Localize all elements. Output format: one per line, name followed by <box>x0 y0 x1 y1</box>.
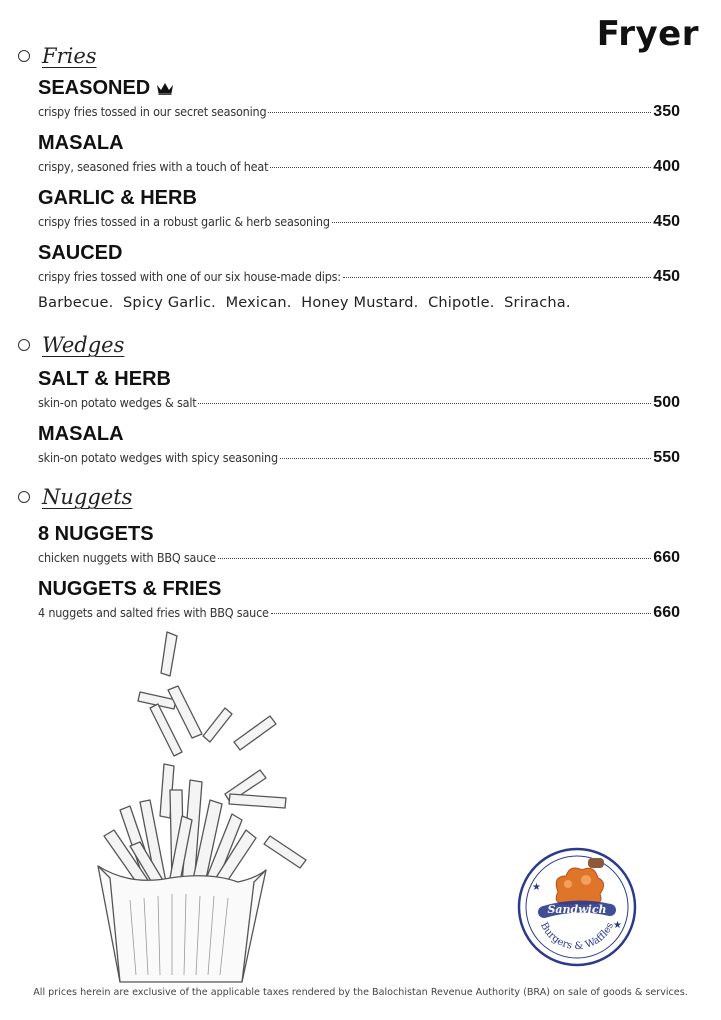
menu-item <box>38 367 680 412</box>
item-description: 4 nuggets and salted fries with BBQ sauce <box>38 605 269 620</box>
menu-item <box>38 241 680 286</box>
dot-leader <box>268 112 651 113</box>
item-description: skin-on potato wedges with spicy seasoning <box>38 450 278 465</box>
item-description: crispy fries tossed in our secret seasoning <box>38 104 267 119</box>
section-header-fries <box>18 44 97 68</box>
crown-icon <box>156 81 174 95</box>
brand-logo <box>516 846 638 968</box>
item-description: crispy fries tossed with one of our six house-made dips: <box>38 269 341 284</box>
section-header-wedges <box>18 333 124 357</box>
logo-tagline: Burgers & Waffles <box>537 920 617 953</box>
item-name: MASALA <box>38 131 124 154</box>
item-price: 450 <box>653 268 680 285</box>
item-price: 350 <box>653 103 680 120</box>
section-header-nuggets <box>18 485 132 509</box>
bullet-icon <box>18 491 30 503</box>
menu-item <box>38 577 680 622</box>
bullet-icon <box>18 50 30 62</box>
dot-leader <box>332 222 652 223</box>
item-price: 550 <box>653 449 680 466</box>
item-name: SEASONED <box>38 76 151 99</box>
star-icon: ★ <box>613 920 622 931</box>
item-description: crispy fries tossed in a robust garlic & herb seasoning <box>38 214 330 229</box>
logo-name: Sandwich <box>547 903 607 916</box>
dot-leader <box>270 167 651 168</box>
fries-illustration <box>70 630 330 990</box>
page-title: Fryer <box>596 14 699 54</box>
dip-options: Barbecue. Spicy Garlic. Mexican. Honey Mustard. Chipotle. Sriracha. <box>38 295 571 311</box>
item-price: 450 <box>653 213 680 230</box>
item-name: NUGGETS & FRIES <box>38 577 222 600</box>
section-title: Fries <box>42 44 97 68</box>
menu-item <box>38 522 680 567</box>
star-icon: ★ <box>532 882 541 893</box>
section-title: Wedges <box>42 333 125 357</box>
item-price: 660 <box>653 549 680 566</box>
dot-leader <box>280 458 651 459</box>
item-description: skin-on potato wedges & salt <box>38 395 197 410</box>
item-name: SALT & HERB <box>38 367 171 390</box>
item-price: 660 <box>653 604 680 621</box>
tax-disclaimer: All prices herein are exclusive of the applicable taxes rendered by the Balochistan Revenue Authority (BRA) on sale of goods & services. <box>33 987 688 998</box>
menu-item <box>38 131 680 176</box>
menu-item <box>38 422 680 467</box>
item-name: MASALA <box>38 422 124 445</box>
dot-leader <box>198 403 651 404</box>
item-description: chicken nuggets with BBQ sauce <box>38 550 216 565</box>
item-name: 8 NUGGETS <box>38 522 154 545</box>
dot-leader <box>218 558 651 559</box>
item-price: 500 <box>653 394 680 411</box>
menu-item <box>38 76 680 121</box>
item-description: crispy, seasoned fries with a touch of heat <box>38 159 269 174</box>
dot-leader <box>271 613 652 614</box>
bullet-icon <box>18 339 30 351</box>
item-name: GARLIC & HERB <box>38 186 197 209</box>
item-name: SAUCED <box>38 241 123 264</box>
section-title: Nuggets <box>42 485 133 509</box>
dot-leader <box>343 277 651 278</box>
menu-item <box>38 186 680 231</box>
item-price: 400 <box>653 158 680 175</box>
